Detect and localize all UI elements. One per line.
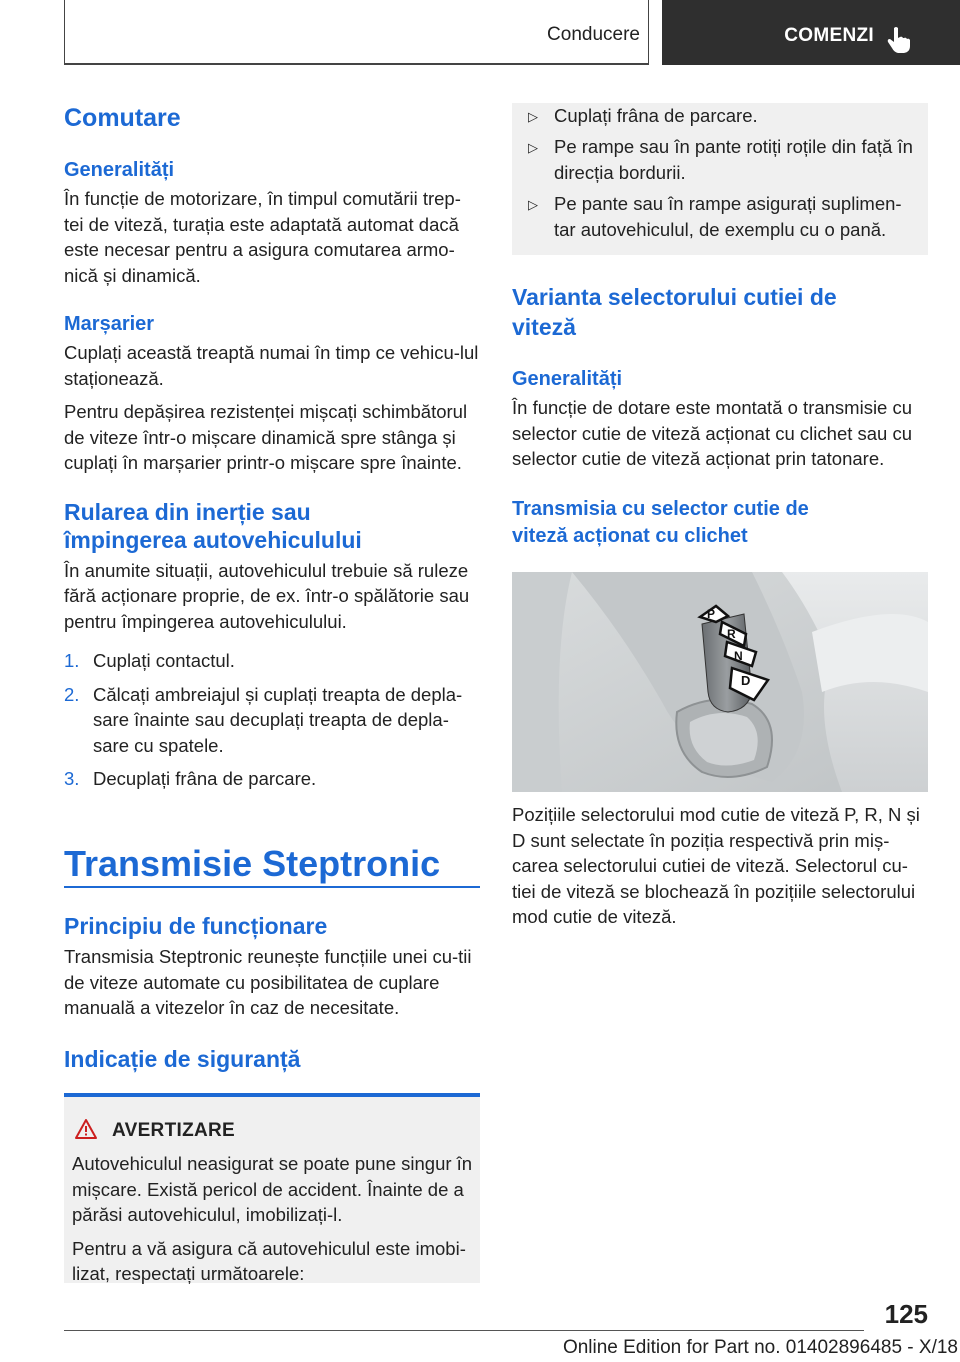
step-text: Călcați ambreiajul și cuplați treapta de depla-sare înainte sau decuplați treapta de depla-sare cu spatele. — [93, 683, 463, 756]
gear-label-n: N — [734, 649, 743, 663]
list-item: Cuplați frâna de parcare. — [554, 105, 758, 126]
bullet-triangle-icon: ▷ — [528, 140, 538, 155]
warning-top-rule — [64, 1093, 480, 1097]
subtitle-varianta — [512, 282, 928, 342]
marsarier-paragraph-2: Pentru depășirea rezistenței mișcați schimbătorul de viteze într-o mișcare dinamică spre stânga și cuplați în marșarier printr-o mișcare spre înainte. — [64, 401, 468, 473]
chapter-title-steptronic: Transmisie Steptronic — [64, 843, 441, 884]
list-item — [64, 766, 480, 792]
right-column — [512, 282, 928, 550]
clichet-title-line-1: Transmisia cu selector cutie de — [512, 497, 809, 520]
warning-body — [72, 1151, 476, 1287]
header-divider-right — [648, 0, 649, 64]
step-number: 2. — [64, 683, 80, 705]
subtitle-generalitati: Generalități — [64, 159, 175, 181]
gear-label-r: R — [727, 627, 736, 641]
subtitle-indicatie: Indicație de siguranță — [64, 1045, 301, 1072]
rulare-title-line-2: împingerea autovehiculului — [64, 526, 362, 553]
gear-label-p: P — [707, 607, 716, 621]
principiu-paragraph: Transmisia Steptronic reunește funcțiile unei cu-tii de viteze automate cu posibilitatea de cuplare manuală a vitezelor în caz de necesitate. — [64, 946, 472, 1018]
rulare-paragraph: În anumite situații, autovehiculul trebuie să ruleze fără acționare proprie, de ex. într-o spălătorie sau pentru împingerea autovehiculului. — [64, 559, 470, 632]
section-title-comutare: Comutare — [64, 104, 181, 132]
pointing-hand-icon — [886, 26, 912, 59]
list-item — [64, 648, 480, 674]
header-divider-left — [64, 0, 65, 64]
subtitle-rulare — [64, 498, 480, 554]
warning-triangle-icon — [74, 1118, 98, 1145]
step-text: Cuplați contactul. — [93, 650, 235, 671]
subtitle-marsarier: Marșarier — [64, 313, 155, 335]
subtitle-generalitati-right: Generalități — [512, 368, 623, 390]
step-text: Decuplați frâna de parcare. — [93, 768, 317, 789]
clichet-title-line-2: viteză acționat cu clichet — [512, 524, 748, 547]
principiu-block — [64, 912, 480, 1073]
marsarier-paragraph-1: Cuplați această treaptă numai în timp ce vehicu-lul staționează. — [64, 342, 479, 389]
footer-rule — [64, 1330, 864, 1331]
generalitati-paragraph: În funcție de motorizare, în timpul comutării trep-tei de viteză, turația este adaptată automat dacă este necesar pentru a asigura comutarea armo-nică și dinamică. — [64, 188, 461, 286]
warning-label: AVERTIZARE — [112, 1120, 235, 1141]
generalitati-right-paragraph: În funcție de dotare este montată o transmisie cu selector cutie de viteză acționat cu clichet sau cu selector cutie de viteză acționat prin tatonare. — [512, 397, 913, 469]
list-item — [64, 682, 480, 759]
warning-continuation-box — [512, 103, 928, 255]
list-item: Pe rampe sau în pante rotiți roțile din față în direcția bordurii. — [554, 136, 913, 183]
left-column — [64, 103, 480, 800]
chapter-rule — [64, 886, 480, 888]
page-number: 125 — [884, 1299, 928, 1329]
section-tab[interactable]: Conducere — [547, 24, 640, 45]
header-underline — [64, 63, 649, 65]
step-number: 1. — [64, 650, 80, 671]
varianta-title-line-2: viteză — [512, 314, 576, 340]
chapter-tab-label[interactable]: COMENZI — [784, 25, 874, 46]
list-item: Pe pante sau în rampe asigurați suplimen-tar autovehiculul, de exemplu cu o pană. — [554, 193, 902, 240]
bullet-triangle-icon: ▷ — [528, 109, 538, 124]
gear-selector-illustration — [512, 572, 928, 792]
steps-list — [64, 648, 480, 792]
footer-edition: Online Edition for Part no. 01402896485 - X/18 — [562, 1337, 958, 1358]
bullet-triangle-icon: ▷ — [528, 197, 538, 212]
warning-paragraph-1: Autovehiculul neasigurat se poate pune singur în mișcare. Există pericol de accident. Înainte de a părăsi autovehiculul, imobilizați-l. — [72, 1153, 473, 1225]
gear-label-d: D — [741, 673, 751, 688]
step-number: 3. — [64, 768, 80, 789]
varianta-title-line-1: Varianta selectorului cutiei de — [512, 284, 837, 310]
chapter-heading-block — [64, 844, 480, 884]
rulare-title-line-1: Rularea din inerție sau — [64, 498, 311, 525]
subtitle-principiu: Principiu de funcționare — [64, 913, 328, 939]
warning-paragraph-2: Pentru a vă asigura că autovehiculul este imobi-lizat, respectați următoarele: — [72, 1237, 466, 1284]
caption-block — [512, 802, 928, 930]
illustration-caption: Pozițiile selectorului mod cutie de viteză P, R, N și D sunt selectate în poziția respectivă prin miș-carea selectorului cutiei de viteză. Selectorul cu-tiei de viteză se blochează în pozițiile selectorului mod cutie de viteză. — [512, 804, 920, 927]
